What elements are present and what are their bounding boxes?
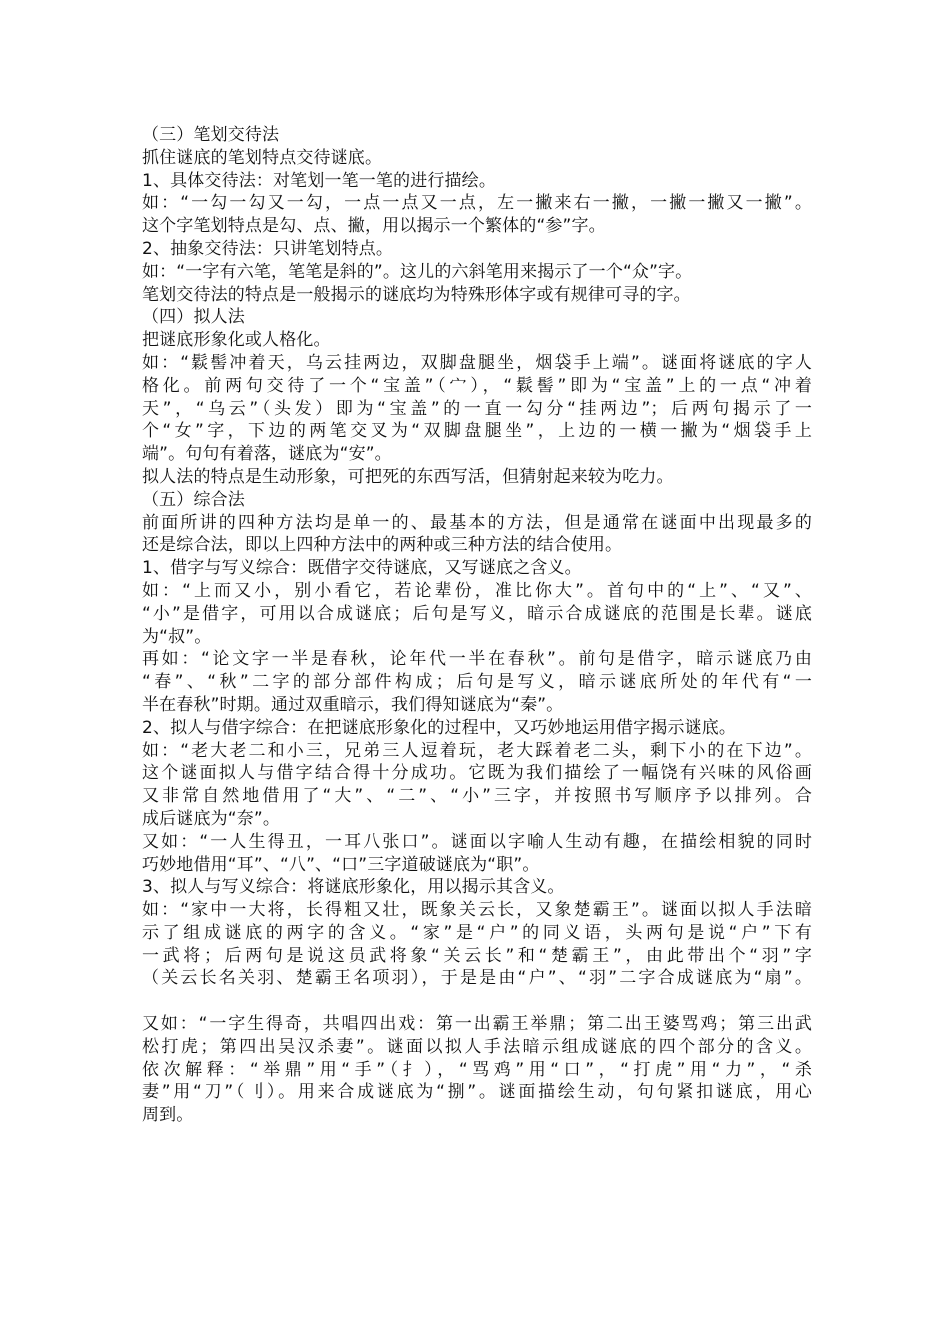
text-line: 一武将；后两句是说这员武将象“关云长”和“楚霸王”，由此带出个“羽”字 [142,945,812,966]
text-line: “春”、“秋”二字的部分部件构成；后句是写义，暗示谜底所处的年代有“一 [142,672,812,693]
section-heading: （三）笔划交待法 [142,125,280,145]
text-line: 格化。前两句交待了一个“宝盖”（宀），“鬏髻”即为“宝盖”上的一点“冲着 [142,375,812,396]
text-line: 还是综合法，即以上四种方法中的两种或三种方法的结合使用。 [142,535,623,556]
text-line: 这个谜面拟人与借字结合得十分成功。它既为我们描绘了一幅饶有兴味的风俗画 [142,763,812,784]
text-line: 1、借字与写义综合：既借字交待谜底，又写谜底之含义。 [142,558,582,579]
text-line: 如：“一勾一勾又一勾，一点一点又一点，左一撇来右一撇，一撇一撇又一撇”。 [142,193,812,214]
text-line: 个“女”字，下边的两笔交叉为“双脚盘腿坐”，上边的一横一撇为“烟袋手上 [142,421,812,442]
text-line: 如：“一字有六笔，笔笔是斜的”。这儿的六斜笔用来揭示了一个“众”字。 [142,261,693,282]
text-line: 天”，“乌云”（头发）即为“宝盖”的一直一勾分“挂两边”；后两句揭示了一 [142,398,812,419]
section-heading: （四）拟人法 [142,307,245,328]
text-line: 如：“老大老二和小三，兄弟三人逗着玩，老大踩着老二头，剩下小的在下边”。 [142,740,812,761]
text-line: “小”是借字，可用以合成谜底；后句是写义，暗示合成谜底的范围是长辈。谜底 [142,603,812,624]
text-line: 巧妙地借用“耳”、“八”、“口”三字道破谜底为“职”。 [142,854,540,875]
text-line: 2、拟人与借字综合：在把谜底形象化的过程中，又巧妙地运用借字揭示谜底。 [142,717,737,738]
text-line: 这个字笔划特点是勾、点、撇，用以揭示一个繁体的“参”字。 [142,216,606,237]
text-line: 再如：“论文字一半是春秋，论年代一半在春秋”。前句是借字，暗示谜底乃由 [142,649,812,670]
text-line: 为“叔”。 [142,626,212,647]
text-line: 1、具体交待法：对笔划一笔一笔的进行描绘。 [142,170,496,191]
text-line: 松打虎；第四出吴汉杀妻”。谜面以拟人手法暗示组成谜底的四个部分的含义。 [142,1036,812,1057]
text-line: 又非常自然地借用了“大”、“二”、“小”三字，并按照书写顺序予以排列。合 [142,786,812,807]
text-line: 又如：“一人生得丑，一耳八张口”。谜面以字喻人生动有趣，在描绘相貌的同时 [142,831,812,852]
blank-line [142,990,812,1013]
text-line: 端”。句句有着落，谜底为“安”。 [142,444,392,465]
text-line: 前面所讲的四种方法均是单一的、最基本的方法，但是通常在谜面中出现最多的 [142,512,812,533]
document-page [142,124,812,1127]
text-line: 拟人法的特点是生动形象，可把死的东西写活，但猜射起来较为吃力。 [142,466,674,487]
text-line: 依次解释：“举鼎”用“手”（扌），“骂鸡”用“口”，“打虎”用“力”，“杀 [142,1059,812,1080]
text-line: 2、抽象交待法：只讲笔划特点。 [142,238,394,259]
text-line: 示了组成谜底的两字的含义。“家”是“户”的同义语，头两句是说“户”下有 [142,922,812,943]
text-line: （关云长名关羽、楚霸王名项羽），于是是由“户”、“羽”二字合成谜底为“扇”。 [142,968,812,989]
text-line: 抓住谜底的笔划特点交待谜底。 [142,147,383,168]
text-line: 如：“家中一大将，长得粗又壮，既象关云长，又象楚霸王”。谜面以拟人手法暗 [142,900,812,921]
text-line: 如：“鬏髻冲着天，乌云挂两边，双脚盘腿坐，烟袋手上端”。谜面将谜底的字人 [142,352,812,373]
text-line: 半在春秋”时期。通过双重暗示，我们得知谜底为“秦”。 [142,694,564,715]
text-line: 妻”用“刀”（刂）。用来合成谜底为“捌”。谜面描绘生动，句句紧扣谜底，用心 [142,1082,812,1103]
text-line: 3、拟人与写义综合：将谜底形象化，用以揭示其含义。 [142,877,565,898]
text-line: 如：“上而又小，别小看它，若论辈份，准比你大”。首句中的“上”、“又”、 [142,580,812,601]
section-heading: （五）综合法 [142,489,245,510]
text-line: 把谜底形象化或人格化。 [142,330,331,351]
text-line: 成后谜底为“奈”。 [142,808,280,829]
text-line: 又如：“一字生得奇，共唱四出戏：第一出霸王举鼎；第二出王婆骂鸡；第三出武 [142,1014,812,1035]
text-line: 笔划交待法的特点是一般揭示的谜底均为特殊形体字或有规律可寻的字。 [142,284,691,305]
text-line: 周到。 [142,1105,194,1126]
